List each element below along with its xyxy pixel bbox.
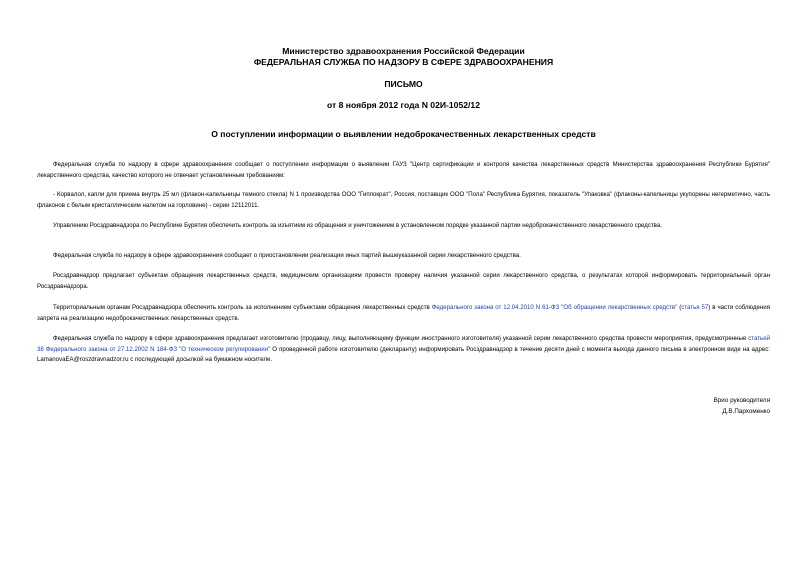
- paragraph-6: [37, 303, 770, 324]
- paragraph-2-block: [37, 190, 770, 211]
- paragraph-4-block: [37, 251, 770, 262]
- paragraph-7-block: [37, 334, 770, 366]
- document-date-number: от 8 ноября 2012 года N 02И-1052/12: [327, 100, 480, 110]
- paragraph-6-text-b: (: [677, 304, 682, 311]
- paragraph-7: [37, 334, 770, 366]
- paragraph-7-text-b: О проведенной работе изготовителю (декларанту) информировать Росздравнадзор в течение десяти дней с момента выхода данного письма в электронном виде на адрес: LamanovaEA@roszdravnadzor.ru с последующей досылкой на бумажном носителе.: [37, 345, 770, 363]
- paragraph-5-block: [37, 271, 770, 292]
- signatory-position: Врио руководителя: [713, 397, 770, 404]
- service-name: ФЕДЕРАЛЬНАЯ СЛУЖБА ПО НАДЗОРУ В СФЕРЕ ЗДРАВООХРАНЕНИЯ: [253, 57, 554, 67]
- document-subject: О поступлении информации о выявлении недоброкачественных лекарственных средств: [211, 129, 596, 139]
- signatory-name: Д.В.Пархоменко: [722, 408, 770, 415]
- federal-law-61-link[interactable]: Федерального закона от 12.04.2010 N 61-ФЗ "Об обращении лекарственных средств": [431, 304, 678, 311]
- paragraph-6-block: [37, 303, 770, 324]
- document-type: ПИСЬМО: [384, 79, 423, 89]
- federal-law-184-link[interactable]: статьей 38 Федерального закона от 27.12.2002 N 184-ФЗ "О техническом регулировании": [37, 335, 770, 353]
- paragraph-5: Росздравнадзор предлагает субъектам обращения лекарственных средств, медицинским организациям провести проверку наличия указанной серии лекарственного средства, о результатах которой информировать территориальный орган Росздравнадзора.: [37, 272, 770, 290]
- paragraph-3: Управлению Росздравнадзора по Республике Бурятия обеспечить контроль за изъятием из обращения и уничтожением в установленном порядке указанной партии недоброкачественного лекарственного средства.: [53, 222, 662, 229]
- paragraph-6-text-a: Территориальным органам Росздравнадзора обеспечить контроль за исполнением субъектами обращения лекарственных средств: [53, 304, 432, 311]
- paragraph-1: Федеральная служба по надзору в сфере здравоохранения сообщает о поступлении информации о выявлении ГАУЗ "Центр сертификации и контроля качества лекарственных средств Министерства здравоохранения Республики Бурятия" лекарственного средства, качество которого не отвечает установленным требованиям:: [37, 161, 770, 179]
- paragraph-3-block: [37, 221, 770, 232]
- paragraph-2: - Корвалол, капли для приема внутрь 25 мл (флакон-капельницы темного стекла) N 1 производства ООО "Гиппократ", Россия, поставщик ООО "Пола" Республика Бурятия, показатель "Упаковка" (флаконы-капельницы укупорены негерметично, часть флаконов с белым кристаллическим налетом на горловине) - серии 12112011.: [37, 191, 770, 209]
- paragraph-6-text-c: ) в части соблюдения запрета на реализацию недоброкачественных лекарственных средств.: [37, 304, 770, 322]
- paragraph-1-block: [37, 160, 770, 181]
- paragraph-7-text-a: Федеральная служба по надзору в сфере здравоохранения предлагает изготовителю (продавцу, лицу, выполняющему функции иностранного изготовителя) указанной серии лекарственного средства провести мероприятия, предусмотренные: [53, 335, 749, 342]
- paragraph-4: Федеральная служба по надзору в сфере здравоохранения сообщает о приостановлении реализации иных партий вышеуказанной серии лекарственного средства.: [53, 252, 521, 259]
- article-57-link[interactable]: статья 57: [681, 304, 709, 311]
- ministry-name: Министерство здравоохранения Российской Федерации: [282, 46, 525, 56]
